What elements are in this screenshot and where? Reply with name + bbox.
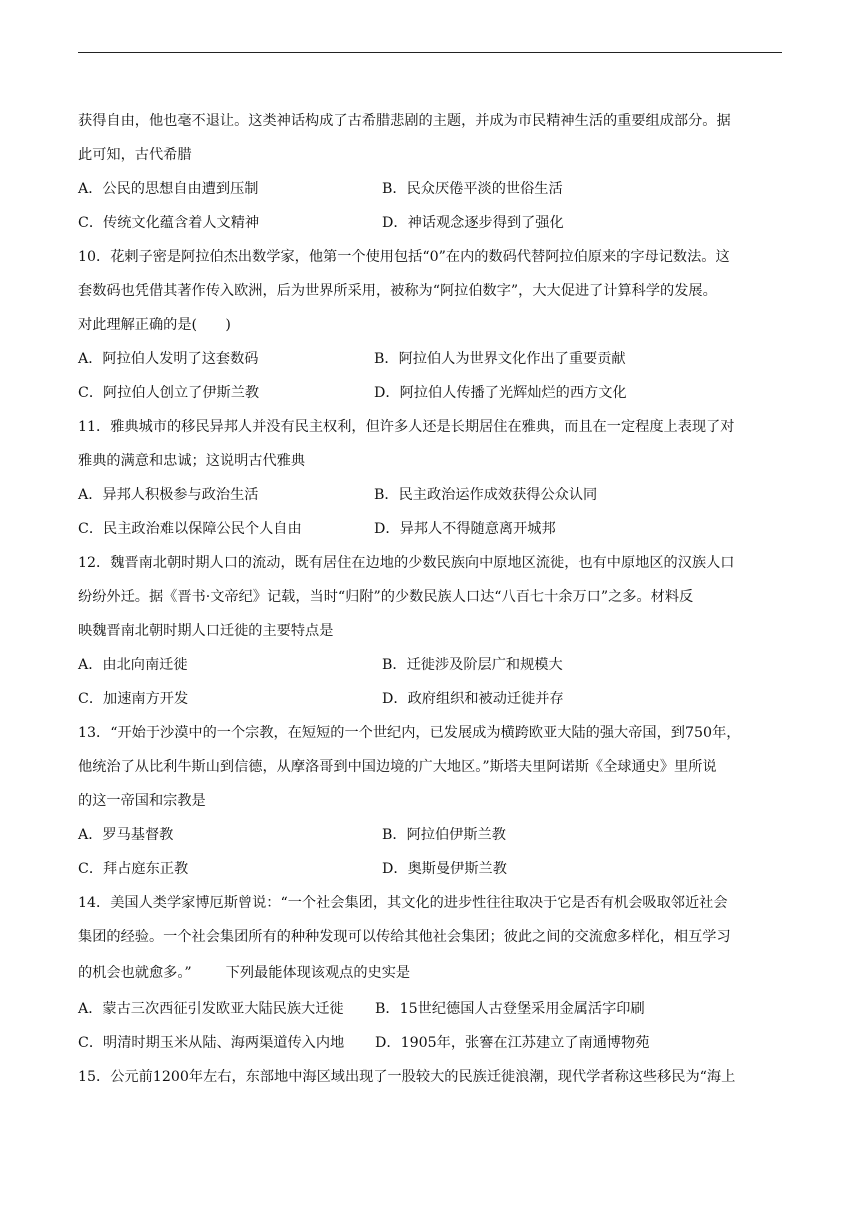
q13-line-1: 13．“开始于沙漠中的一个宗教，在短短的一个世纪内，已发展成为横跨欧亚大陆的强大帝国，到750年，	[78, 725, 741, 741]
q10-option-c[interactable]: C．阿拉伯人创立了伊斯兰教	[78, 385, 260, 401]
q11-option-a[interactable]: A．异邦人积极参与政治生活	[78, 487, 259, 503]
q9-options-row-1	[78, 172, 788, 206]
q14-option-d[interactable]: D．1905年，张謇在江苏建立了南通博物苑	[375, 1035, 650, 1051]
q14-option-a[interactable]: A．蒙古三次西征引发欧亚大陆民族大迁徙	[78, 1001, 344, 1017]
q11-option-b[interactable]: B．民主政治运作成效获得公众认同	[374, 487, 598, 503]
q12-option-d[interactable]: D．政府组织和被动迁徙并存	[382, 691, 564, 707]
q10-option-d[interactable]: D．阿拉伯人传播了光辉灿烂的西方文化	[374, 385, 627, 401]
q10-option-a[interactable]: A．阿拉伯人发明了这套数码	[78, 351, 259, 367]
q10-line-1: 10．花剌子密是阿拉伯杰出数学家，他第一个使用包括“0”在内的数码代替阿拉伯原来的字母记数法。这	[78, 249, 730, 265]
q13-line-3: 的这一帝国和宗教是	[78, 793, 206, 809]
q13-option-a[interactable]: A．罗马基督教	[78, 827, 174, 843]
q9-options-row-2	[78, 206, 788, 240]
q11-line-1: 11．雅典城市的移民异邦人并没有民主权利，但许多人还是长期居住在雅典，而且在一定程度上表现了对	[78, 419, 735, 435]
q14-option-b[interactable]: B．15世纪德国人古登堡采用金属活字印刷	[375, 1001, 645, 1017]
q12-option-c[interactable]: C．加速南方开发	[78, 691, 189, 707]
q14-line-3-prompt: 下列最能体现该观点的史实是	[225, 965, 411, 981]
q15-line-1: 15．公元前1200年左右，东部地中海区域出现了一股较大的民族迁徙浪潮，现代学者称这些移民为“海上	[78, 1069, 736, 1085]
q12-line-3: 映魏晋南北朝时期人口迁徙的主要特点是	[78, 623, 334, 639]
q14-line-2: 集团的经验。一个社会集团所有的种种发现可以传给其他社会集团；彼此之间的交流愈多样化，相互学习	[78, 929, 731, 945]
q12-option-b[interactable]: B．迁徙涉及阶层广和规模大	[382, 657, 563, 673]
q12-option-a[interactable]: A．由北向南迁徙	[78, 657, 188, 673]
q9-line-1: 获得自由，他也毫不退让。这类神话构成了古希腊悲剧的主题，并成为市民精神生活的重要组成部分。据	[78, 113, 731, 129]
q14-line-1: 14．美国人类学家博厄斯曾说：“一个社会集团，其文化的进步性往往取决于它是否有机会吸取邻近社会	[78, 895, 728, 911]
q14-options-row-1	[78, 992, 788, 1026]
q11-options-row-2	[78, 512, 788, 546]
q13-line-2: 他统治了从比利牛斯山到信德，从摩洛哥到中国边境的广大地区。”斯塔夫里阿诺斯《全球通史》里所说	[78, 759, 717, 775]
q11-line-2: 雅典的满意和忠诚；这说明古代雅典	[78, 453, 306, 469]
q14-line-3	[78, 954, 788, 992]
q9-option-c[interactable]: C．传统文化蕴含着人文精神	[78, 215, 260, 231]
q14-option-c[interactable]: C．明清时期玉米从陆、海两渠道传入内地	[78, 1035, 345, 1051]
q10-line-3: 对此理解正确的是( )	[78, 317, 231, 333]
q11-option-c[interactable]: C．民主政治难以保障公民个人自由	[78, 521, 302, 537]
q9-option-d[interactable]: D．神话观念逐步得到了强化	[382, 215, 564, 231]
q9-option-a[interactable]: A．公民的思想自由遭到压制	[78, 181, 259, 197]
q10-options-row-1	[78, 342, 788, 376]
q12-line-2: 纷纷外迁。据《晋书·文帝纪》记载，当时“归附”的少数民族人口达“八百七十余万口”之多。材料反	[78, 589, 694, 605]
q10-line-2: 套数码也凭借其著作传入欧洲，后为世界所采用，被称为“阿拉伯数字”，大大促进了计算科学的发展。	[78, 283, 717, 299]
q14-options-row-2	[78, 1026, 788, 1060]
q12-options-row-2	[78, 682, 788, 716]
q9-option-b[interactable]: B．民众厌倦平淡的世俗生活	[382, 181, 563, 197]
q12-options-row-1	[78, 648, 788, 682]
q13-options-row-1	[78, 818, 788, 852]
q13-option-b[interactable]: B．阿拉伯伊斯兰教	[382, 827, 506, 843]
q13-options-row-2	[78, 852, 788, 886]
exam-page	[78, 104, 788, 1094]
q10-options-row-2	[78, 376, 788, 410]
header-rule	[78, 52, 782, 53]
q13-option-d[interactable]: D．奥斯曼伊斯兰教	[382, 861, 507, 877]
q14-line-3-quote: 的机会也就愈多。”	[78, 965, 192, 981]
q11-options-row-1	[78, 478, 788, 512]
q13-option-c[interactable]: C．拜占庭东正教	[78, 861, 189, 877]
q10-option-b[interactable]: B．阿拉伯人为世界文化作出了重要贡献	[374, 351, 626, 367]
q11-option-d[interactable]: D．异邦人不得随意离开城邦	[374, 521, 556, 537]
q9-line-2: 此可知，古代希腊	[78, 147, 192, 163]
q12-line-1: 12．魏晋南北朝时期人口的流动，既有居住在边地的少数民族向中原地区流徙，也有中原地区的汉族人口	[78, 555, 735, 571]
